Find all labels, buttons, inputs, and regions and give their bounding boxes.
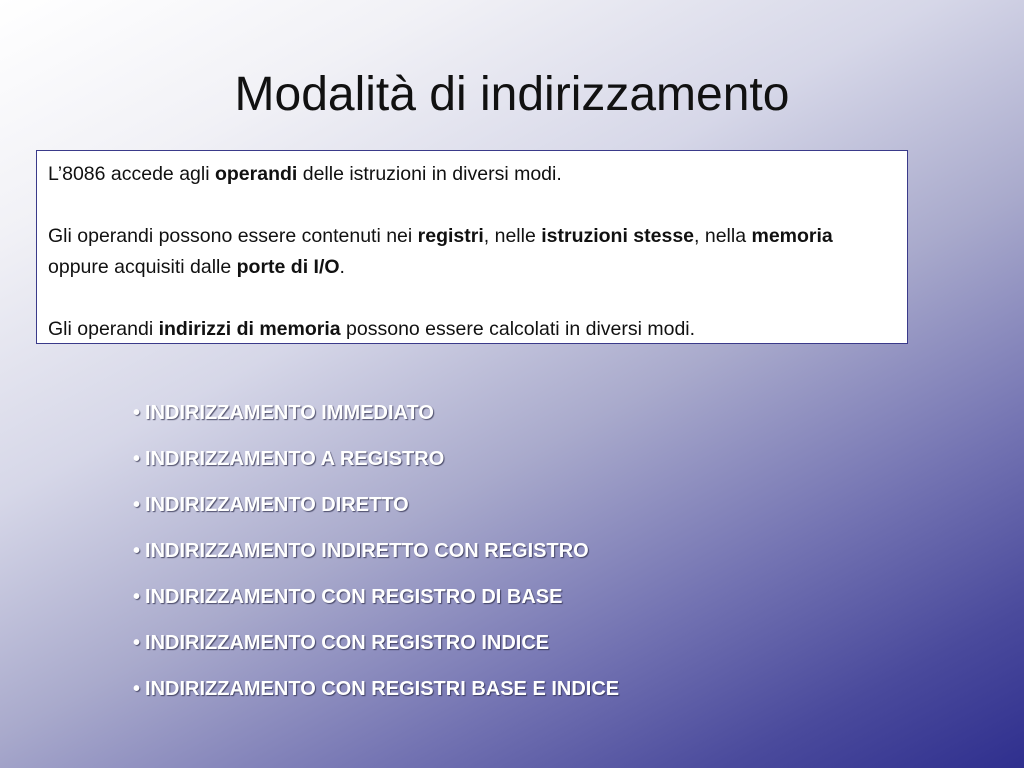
addressing-mode-label: INDIRIZZAMENTO CON REGISTRO INDICE bbox=[145, 632, 550, 654]
intro-text: , nella bbox=[694, 225, 752, 247]
addressing-mode-item bbox=[133, 626, 619, 672]
addressing-modes-list bbox=[133, 396, 619, 718]
intro-bold-text: memoria bbox=[751, 225, 833, 247]
addressing-mode-item bbox=[133, 580, 619, 626]
addressing-mode-item bbox=[133, 488, 619, 534]
bullet-icon: • bbox=[133, 632, 141, 654]
intro-bold-text: indirizzi di memoria bbox=[158, 318, 341, 340]
intro-text: possono essere calcolati in diversi modi. bbox=[340, 318, 696, 340]
addressing-mode-item bbox=[133, 442, 619, 488]
bullet-icon: • bbox=[133, 448, 141, 470]
intro-bold-text: istruzioni stesse bbox=[541, 225, 695, 247]
addressing-mode-item bbox=[133, 672, 619, 718]
bullet-icon: • bbox=[133, 540, 141, 562]
bullet-icon: • bbox=[133, 494, 141, 516]
addressing-mode-label: INDIRIZZAMENTO A REGISTRO bbox=[145, 448, 445, 470]
intro-text: , nelle bbox=[483, 225, 542, 247]
intro-paragraph-2 bbox=[48, 221, 896, 283]
intro-text: . bbox=[339, 256, 345, 278]
intro-text: Gli operandi possono essere contenuti nei bbox=[48, 225, 418, 247]
intro-text: L’8086 accede agli bbox=[48, 163, 215, 185]
bullet-icon: • bbox=[133, 678, 141, 700]
intro-text: oppure acquisiti dalle bbox=[48, 256, 237, 278]
intro-text: Gli operandi bbox=[48, 318, 159, 340]
intro-bold-text: operandi bbox=[214, 163, 298, 185]
addressing-mode-item bbox=[133, 534, 619, 580]
addressing-mode-label: INDIRIZZAMENTO IMMEDIATO bbox=[145, 402, 434, 424]
addressing-mode-label: INDIRIZZAMENTO CON REGISTRI BASE E INDICE bbox=[145, 678, 620, 700]
bullet-icon: • bbox=[133, 586, 141, 608]
addressing-mode-item bbox=[133, 396, 619, 442]
slide-title: Modalità di indirizzamento bbox=[234, 68, 790, 121]
addressing-mode-label: INDIRIZZAMENTO CON REGISTRO DI BASE bbox=[145, 586, 563, 608]
intro-bold-text: porte di I/O bbox=[236, 256, 340, 278]
addressing-mode-label: INDIRIZZAMENTO DIRETTO bbox=[145, 494, 409, 516]
intro-paragraph-1 bbox=[48, 159, 896, 190]
intro-text: delle istruzioni in diversi modi. bbox=[297, 163, 562, 185]
bullet-icon: • bbox=[133, 402, 141, 424]
intro-text-box bbox=[36, 150, 908, 344]
intro-bold-text: registri bbox=[417, 225, 484, 247]
addressing-mode-label: INDIRIZZAMENTO INDIRETTO CON REGISTRO bbox=[145, 540, 589, 562]
intro-paragraph-3 bbox=[48, 314, 896, 345]
